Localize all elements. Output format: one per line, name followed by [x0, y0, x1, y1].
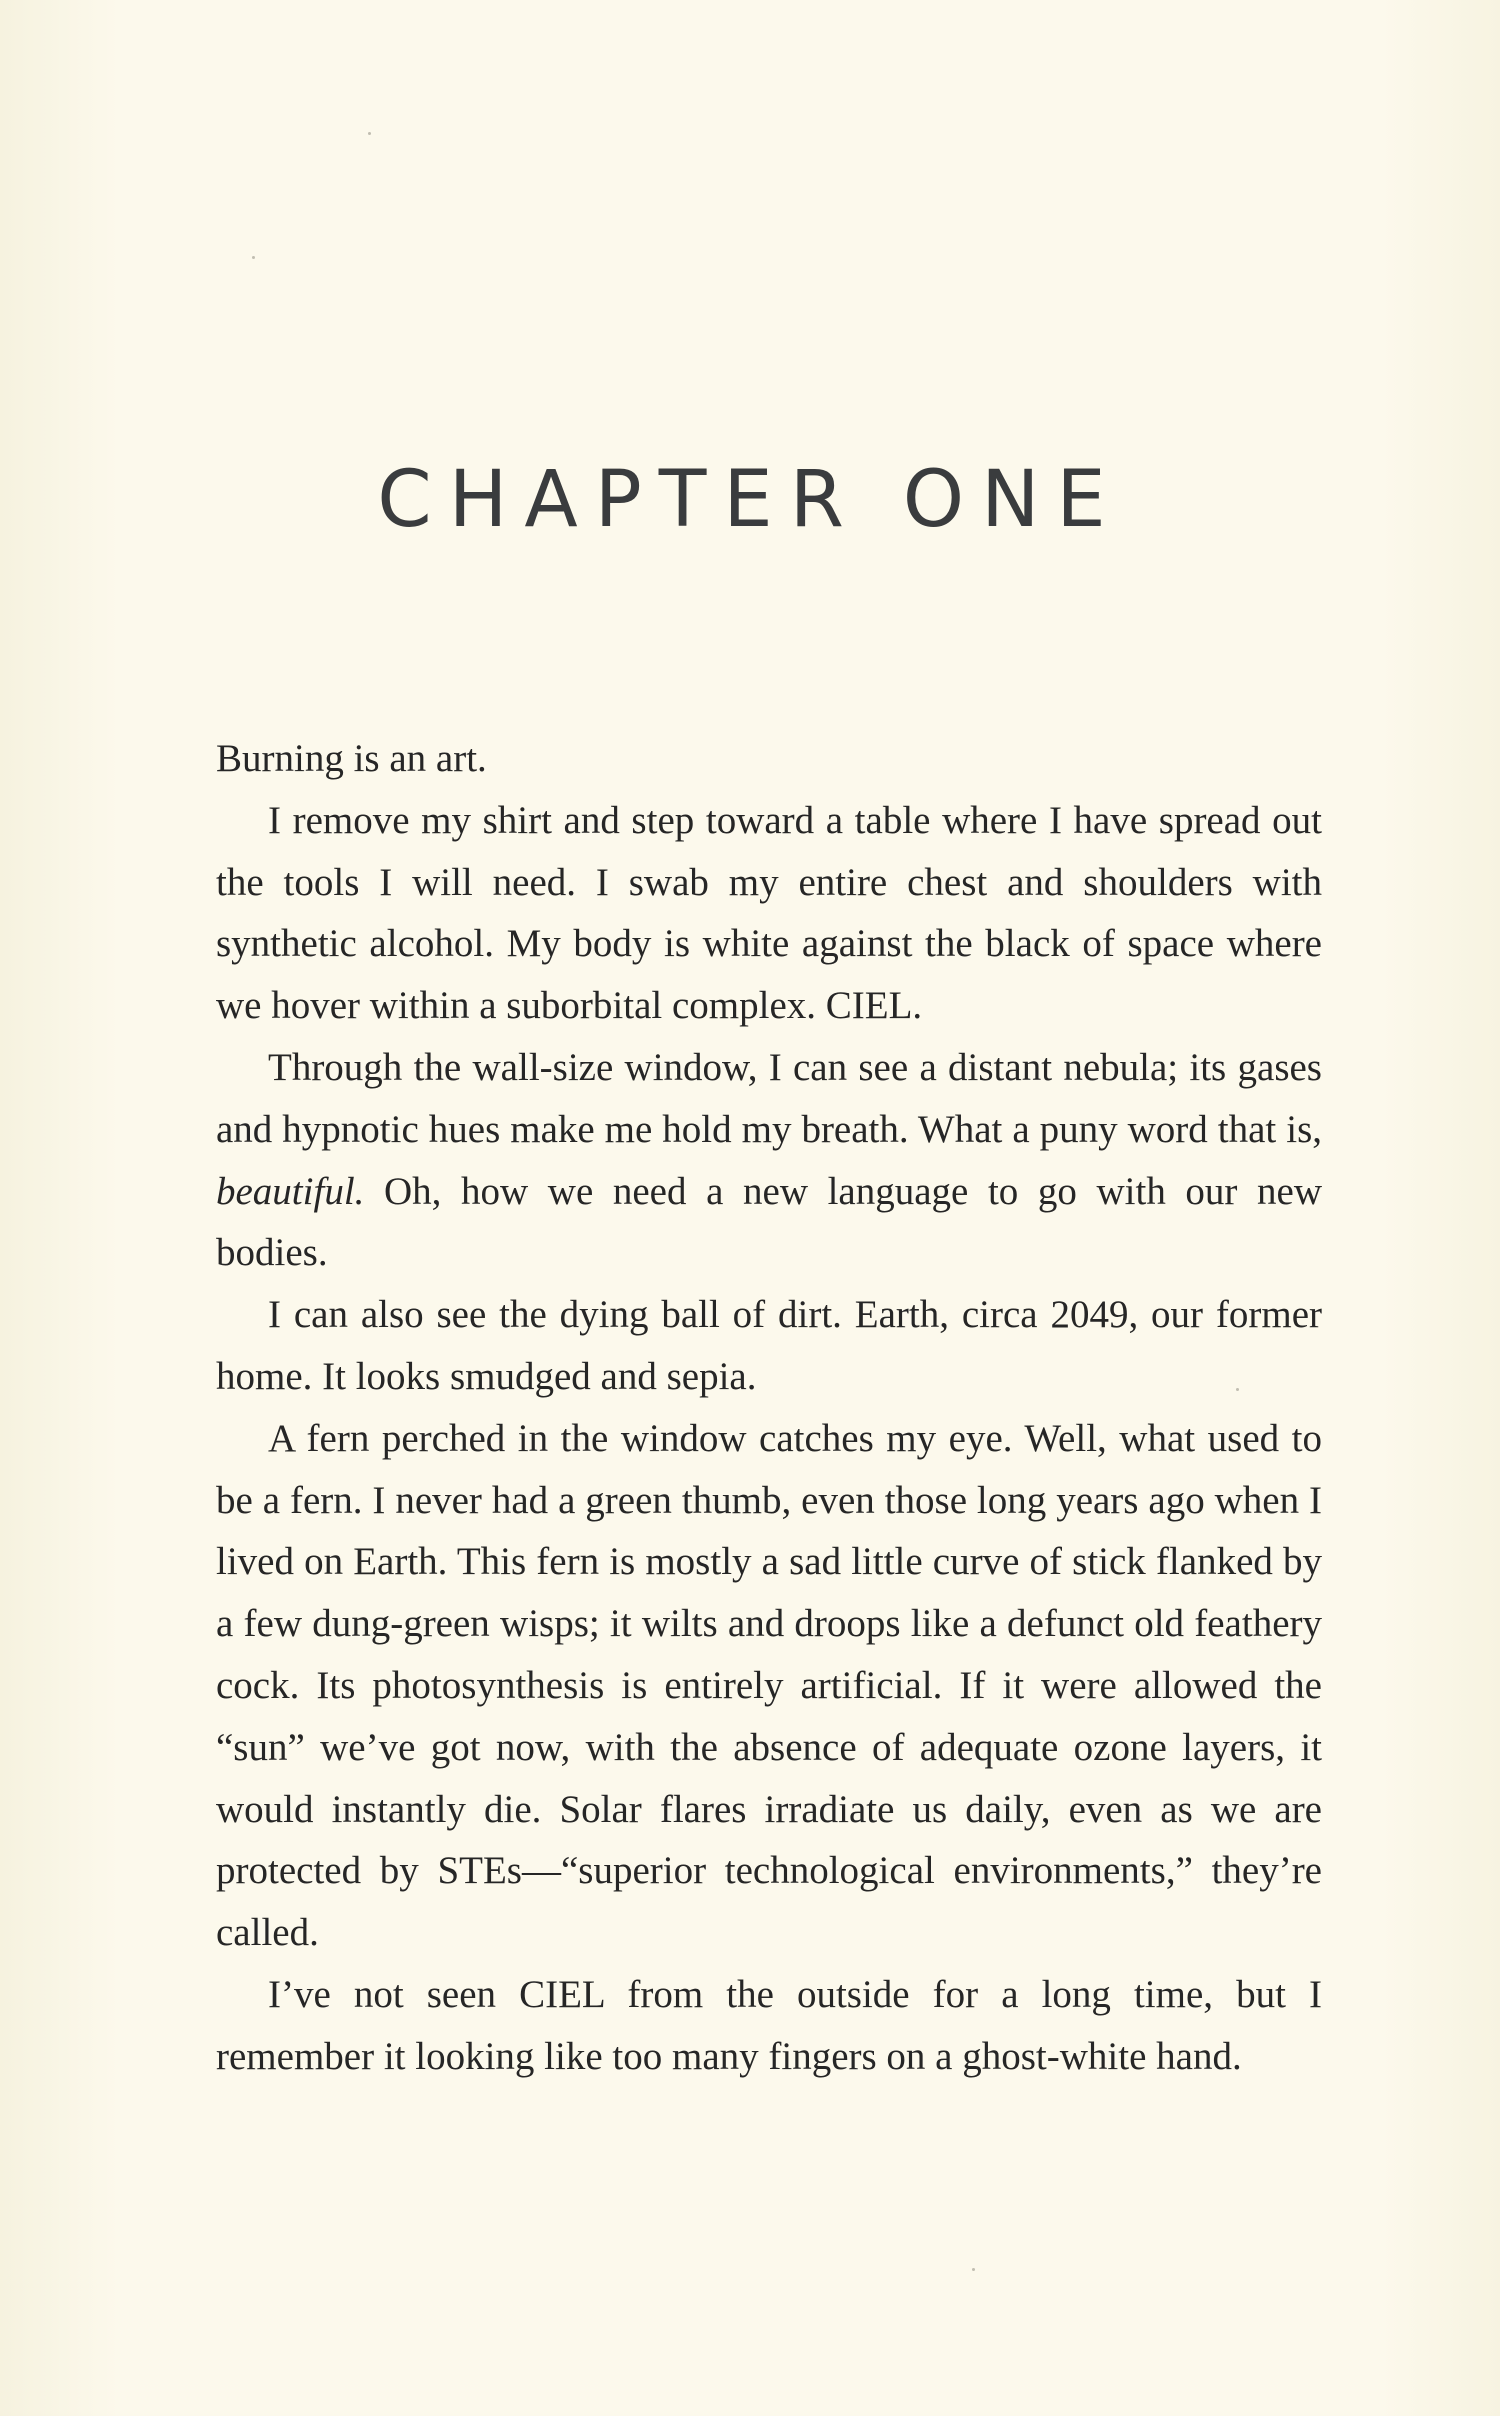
paragraph: Burning is an art.	[216, 737, 487, 780]
chapter-body	[216, 728, 1322, 2088]
paper-speck	[368, 132, 371, 135]
paper-speck	[972, 2268, 975, 2271]
paragraph	[216, 1037, 1322, 1284]
paper-speck	[252, 256, 255, 259]
paragraph: I’ve not seen CIEL from the outside for a long time, but I remember it looking like too many fingers on a ghost-white hand.	[216, 1972, 1322, 2078]
paragraph: I remove my shirt and step toward a table where I have spread out the tools I will need. I swab my entire chest and shoulders with synthetic alcohol. My body is white against the black of space where we hover within a suborbital complex. CIEL.	[216, 798, 1322, 1028]
chapter-heading: CHAPTER ONE	[377, 455, 1123, 545]
paragraph: I can also see the dying ball of dirt. Earth, circa 2049, our former home. It looks smudged and sepia.	[216, 1293, 1322, 1398]
paragraph: A fern perched in the window catches my eye. Well, what used to be a fern. I never had a green thumb, even those long years ago when I lived on Earth. This fern is mostly a sad little curve of stick flanked by a few dung-green wisps; it wilts and droops like a defunct old feathery cock. Its photosynthesis is entirely artificial. If it were allowed the “sun” we’ve got now, with the absence of adequate ozone layers, it would instantly die. Solar flares irradiate us daily, even as we are protected by STEs—“superior technological environments,” they’re called.	[216, 1416, 1322, 1955]
paragraph-text: Oh, how we need a new language to go with our new bodies.	[216, 1169, 1322, 1275]
paragraph-text: Through the wall-size window, I can see a distant nebula; its gases and hypnotic hues make me hold my breath. What a puny word that is,	[216, 1045, 1322, 1151]
emphasized-word: beautiful.	[216, 1169, 365, 1213]
